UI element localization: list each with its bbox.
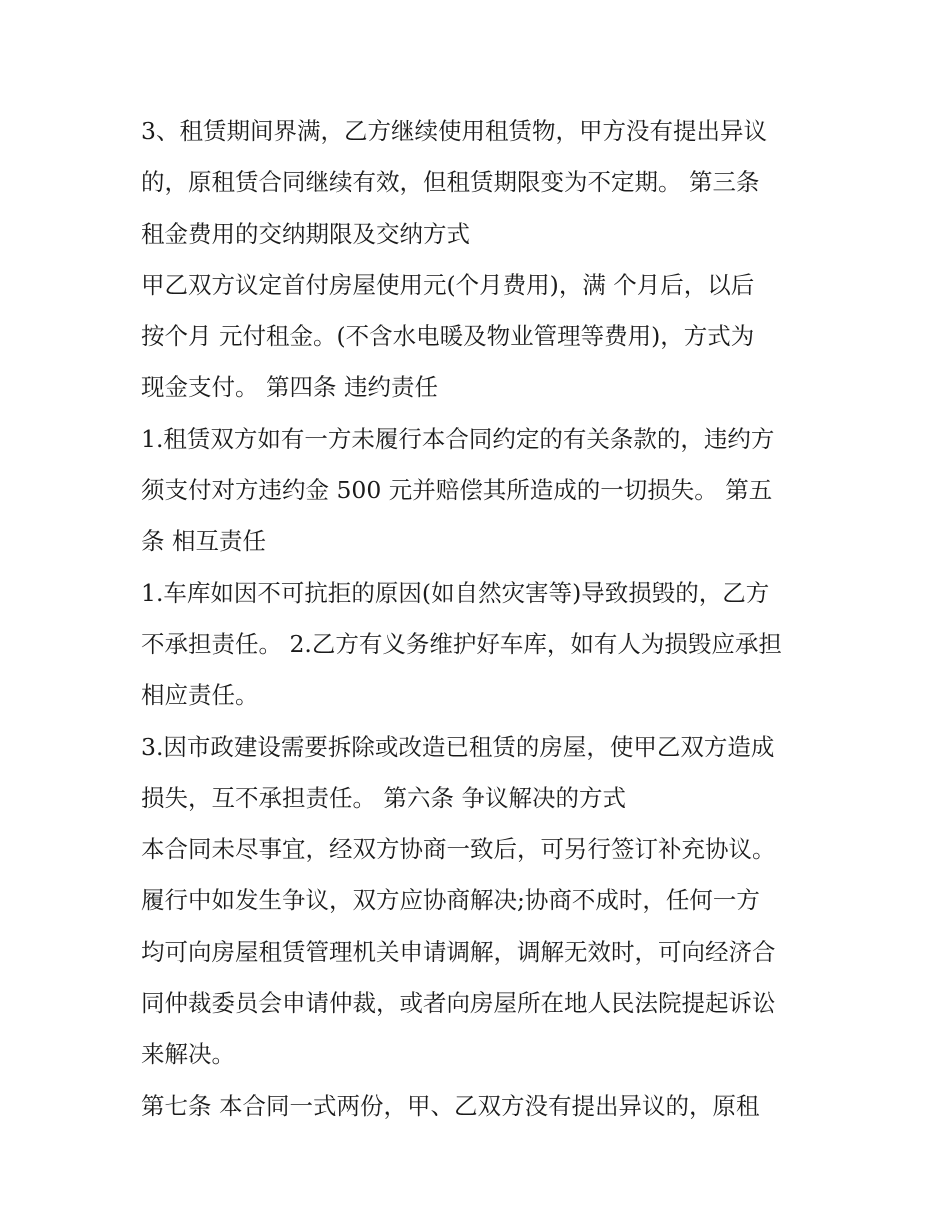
text-line: 条 相互责任 [141, 527, 266, 556]
text-line: 损失，互不承担责任。 第六条 争议解决的方式 [141, 783, 626, 812]
text-line: 同仲裁委员会申请仲裁，或者向房屋所在地人民法院提起诉讼 [141, 989, 776, 1018]
text-line: 相应责任。 [141, 681, 259, 710]
text-line: 租金费用的交纳期限及交纳方式 [141, 219, 470, 248]
text-line: 均可向房屋租赁管理机关申请调解，调解无效时，可向经济合 [141, 937, 776, 966]
text-line: 3.因市政建设需要拆除或改造已租赁的房屋，使甲乙双方造成 [141, 732, 775, 761]
text-line: 的，原租赁合同继续有效，但租赁期限变为不定期。 第三条 [141, 168, 760, 197]
text-line: 第七条 本合同一式两份，甲、乙双方没有提出异议的，原租 [141, 1091, 760, 1120]
text-line: 来解决。 [141, 1040, 235, 1069]
text-line: 1.车库如因不可抗拒的原因(如自然灾害等)导致损毁的，乙方 [141, 578, 770, 607]
text-line: 履行中如发生争议，双方应协商解决;协商不成时，任何一方 [141, 886, 760, 915]
text-line: 须支付对方违约金 500 元并赔偿其所造成的一切损失。 第五 [141, 476, 773, 505]
text-line: 不承担责任。 2.乙方有义务维护好车库，如有人为损毁应承担 [141, 629, 782, 658]
text-line: 甲乙双方议定首付房屋使用元(个月费用)，满 个月后，以后 [141, 270, 755, 299]
text-line: 3、租赁期间界满，乙方继续使用租赁物，甲方没有提出异议 [141, 117, 767, 145]
text-line: 现金支付。 第四条 违约责任 [141, 373, 438, 402]
text-line: 本合同未尽事宜，经双方协商一致后，可另行签订补充协议。 [141, 835, 776, 864]
contract-body [141, 106, 821, 1132]
text-line: 1.租赁双方如有一方未履行本合同约定的有关条款的，违约方 [141, 424, 775, 453]
text-line: 按个月 元付租金。(不含水电暖及物业管理等费用)，方式为 [141, 322, 755, 351]
